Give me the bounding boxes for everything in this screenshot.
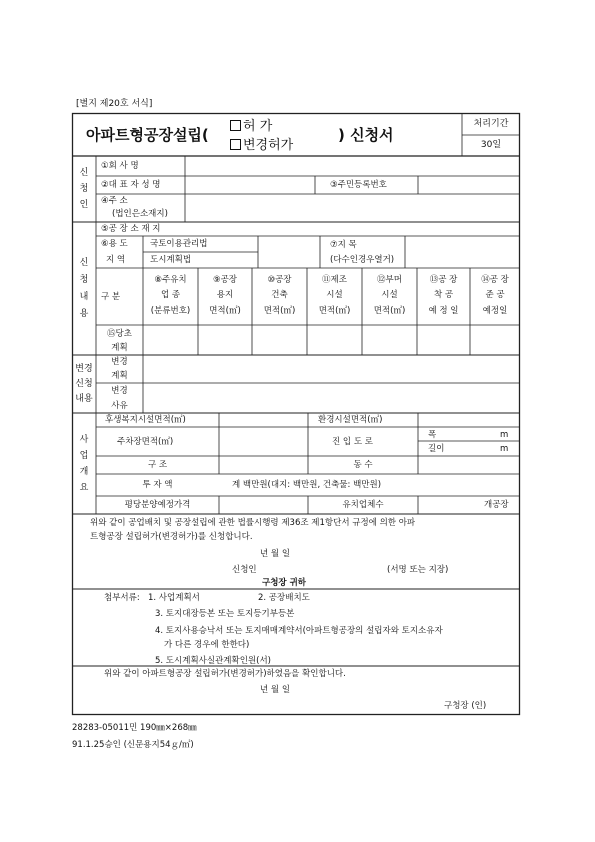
col-completion-date-line3: 예정일 <box>482 306 508 316</box>
confirmation-signer: 구청장 (인) <box>444 701 487 711</box>
company-name-field[interactable] <box>186 157 519 175</box>
zone-option-city-planning: 도시계획법 <box>150 255 192 265</box>
processing-period-value: 30일 <box>480 140 502 150</box>
footer-approval: 91.1.25승인 (신문용지54ｇ/㎡) <box>72 740 194 750</box>
resident-number-label: ③주민등록번호 <box>330 180 387 190</box>
change-permit-label: 변경허가 <box>243 138 294 153</box>
factory-location-field[interactable] <box>186 223 519 235</box>
road-length-unit: m <box>500 444 509 454</box>
representative-name-field[interactable] <box>186 177 314 193</box>
env-area-label: 환경시설면적(㎡) <box>318 415 383 425</box>
initial-plan-row[interactable] <box>144 326 519 354</box>
initial-plan-label-line2: 계획 <box>111 343 128 353</box>
land-category-sublabel: (다수인경우열거) <box>330 255 395 265</box>
structure-field[interactable] <box>220 457 307 473</box>
permit-option[interactable] <box>230 120 272 133</box>
col-building-area-header <box>252 268 307 325</box>
zone-option-land-use: 국토이용관리법 <box>150 239 208 249</box>
parking-area-field[interactable] <box>220 428 307 455</box>
confirmation-date: 년 월 일 <box>260 685 291 695</box>
category-label: 구 분 <box>101 292 121 302</box>
col-manufacturing-area-line3: 면적(㎡) <box>318 306 351 316</box>
processing-period-label: 처리기간 <box>473 119 509 129</box>
applicant-signature-label: 신청인 <box>232 565 257 575</box>
welfare-area-label: 후생복지시설면적(㎡) <box>105 415 186 425</box>
col-start-date-line3: 예 정 일 <box>428 306 459 316</box>
welfare-area-field[interactable] <box>220 414 307 426</box>
col-auxiliary-area-line2: 시설 <box>381 290 398 300</box>
col-start-date-line1: ⑬공 장 <box>429 275 458 285</box>
business-overview-section-label: 사업개요 <box>79 434 89 493</box>
col-manufacturing-area-header <box>307 268 362 325</box>
factory-count-unit: 개공장 <box>484 500 509 510</box>
col-building-area-line3: 면적(㎡) <box>263 306 296 316</box>
road-width-label: 폭 <box>428 430 437 440</box>
resident-number-field[interactable] <box>419 177 519 193</box>
structure-label: 구 조 <box>147 460 168 470</box>
col-auxiliary-area-line1: ⑫부머 <box>377 275 402 285</box>
col-completion-date-line2: 준 공 <box>485 290 505 300</box>
permit-label: 허 가 <box>243 119 273 134</box>
change-reason-label-line2: 사유 <box>111 401 128 411</box>
change-reason-field[interactable] <box>144 384 519 412</box>
col-industry-line2: 업 종 <box>160 290 181 300</box>
investment-detail: 계 백만원(대지: 백만원, 건축물: 백만원) <box>232 480 382 490</box>
change-reason-label-line1: 변경 <box>111 386 128 396</box>
col-start-date-line2: 착 공 <box>433 290 454 300</box>
avg-sale-price-label: 평당분양예정가격 <box>124 500 191 510</box>
attachment-item-2: 2. 공장배치도 <box>258 593 310 603</box>
form-title-prefix: 아파트형공장설립( <box>86 126 209 144</box>
applicant-section-label: 신청인 <box>79 168 89 210</box>
col-auxiliary-area-line3: 면적(㎡) <box>373 306 406 316</box>
attachment-item-5: 5. 도시계획사실관계확인원(서) <box>155 656 271 666</box>
col-industry-header <box>143 268 198 325</box>
attachment-item-1: 1. 사업계획서 <box>148 593 200 603</box>
form-number-label: [별지 제20호 서식] <box>76 99 153 109</box>
land-category-field[interactable] <box>406 237 519 267</box>
tenant-count-label: 유치업체수 <box>342 500 384 510</box>
col-site-area-header <box>198 268 252 325</box>
representative-name-label: ②대 표 자 성 명 <box>101 180 161 190</box>
col-manufacturing-area-line1: ⑪제조 <box>322 275 347 285</box>
building-count-field[interactable] <box>419 457 519 473</box>
col-industry-line1: ⑧주유치 <box>154 275 187 285</box>
address-sublabel: (법인은소재지) <box>112 209 168 219</box>
col-completion-date-line1: ⑭공 장 <box>481 275 509 285</box>
attachment-item-3: 3. 토지대장등본 또는 토지등기부등본 <box>155 609 295 619</box>
change-permit-option[interactable] <box>230 139 293 152</box>
change-permit-checkbox[interactable] <box>230 139 241 150</box>
statement-line1: 위와 같이 공업배치 및 공장설립에 관한 법률시행령 제36조 제1항단서 규정에 의한 아파 <box>90 518 416 528</box>
land-category-label: ⑦지 목 <box>330 240 357 250</box>
address-field[interactable] <box>186 195 519 221</box>
change-plan-label-line2: 계획 <box>111 371 128 381</box>
road-length-label: 길이 <box>428 444 445 454</box>
zone-label-line1: ⑥용 도 <box>101 239 128 249</box>
company-name-label: ①회 사 명 <box>101 161 139 171</box>
building-count-label: 동 수 <box>353 460 373 470</box>
application-content-section-label: 신청내용 <box>79 257 89 319</box>
initial-plan-label-line1: ⑮당초 <box>107 329 132 339</box>
col-manufacturing-area-line2: 시설 <box>326 290 343 300</box>
attachment-item-4-cont: 가 다른 경우에 한한다) <box>164 640 250 650</box>
recipient-label: 구청장 귀하 <box>262 578 307 588</box>
footer-form-code: 28283-05011민 190㎜×268㎜ <box>72 723 197 733</box>
road-width-unit: m <box>500 430 509 440</box>
parking-area-label: 주차장면적(㎡) <box>117 437 174 447</box>
change-request-section-label: 변경신청내용 <box>75 363 93 404</box>
env-area-field[interactable] <box>419 414 519 426</box>
statement-line2: 트형공장 설립허가(변경허가)를 신청합니다. <box>90 532 253 542</box>
address-label: ④주 소 <box>101 196 128 206</box>
col-auxiliary-area-header <box>362 268 417 325</box>
avg-sale-price-field[interactable] <box>220 497 307 513</box>
access-road-label: 진 입 도 로 <box>332 437 373 447</box>
change-plan-label-line1: 변경 <box>111 357 128 367</box>
col-completion-date-header <box>470 268 520 325</box>
col-site-area-line1: ⑨공장 <box>212 275 238 285</box>
permit-checkbox[interactable] <box>230 120 241 131</box>
attachment-item-4: 4. 토지사용승낙서 또는 토지매매계약서(아파트형공장의 설립자와 토지소유자 <box>155 626 443 636</box>
factory-location-label: ⑤공 장 소 재 지 <box>101 224 161 234</box>
investment-label: 투 자 액 <box>142 480 173 490</box>
col-start-date-header <box>417 268 470 325</box>
application-date: 년 월 일 <box>260 549 291 559</box>
attachments-label: 첨부서류: <box>104 593 140 603</box>
confirmation-text: 위와 같이 아파트형공장 설립허가(변경허가)하였음을 확인합니다. <box>104 669 346 679</box>
signature-note: (서명 또는 지장) <box>387 565 449 575</box>
col-industry-line3: (분류번호) <box>150 306 191 316</box>
form-title-suffix: ) 신청서 <box>338 126 394 144</box>
col-site-area-line2: 용지 <box>216 290 234 300</box>
zone-label-line2: 지 역 <box>106 255 126 265</box>
col-building-area-line2: 건축 <box>271 290 288 300</box>
col-site-area-line3: 면적(㎡) <box>209 306 241 316</box>
col-building-area-line1: ⑩공장 <box>267 275 292 285</box>
change-plan-field[interactable] <box>144 356 519 382</box>
